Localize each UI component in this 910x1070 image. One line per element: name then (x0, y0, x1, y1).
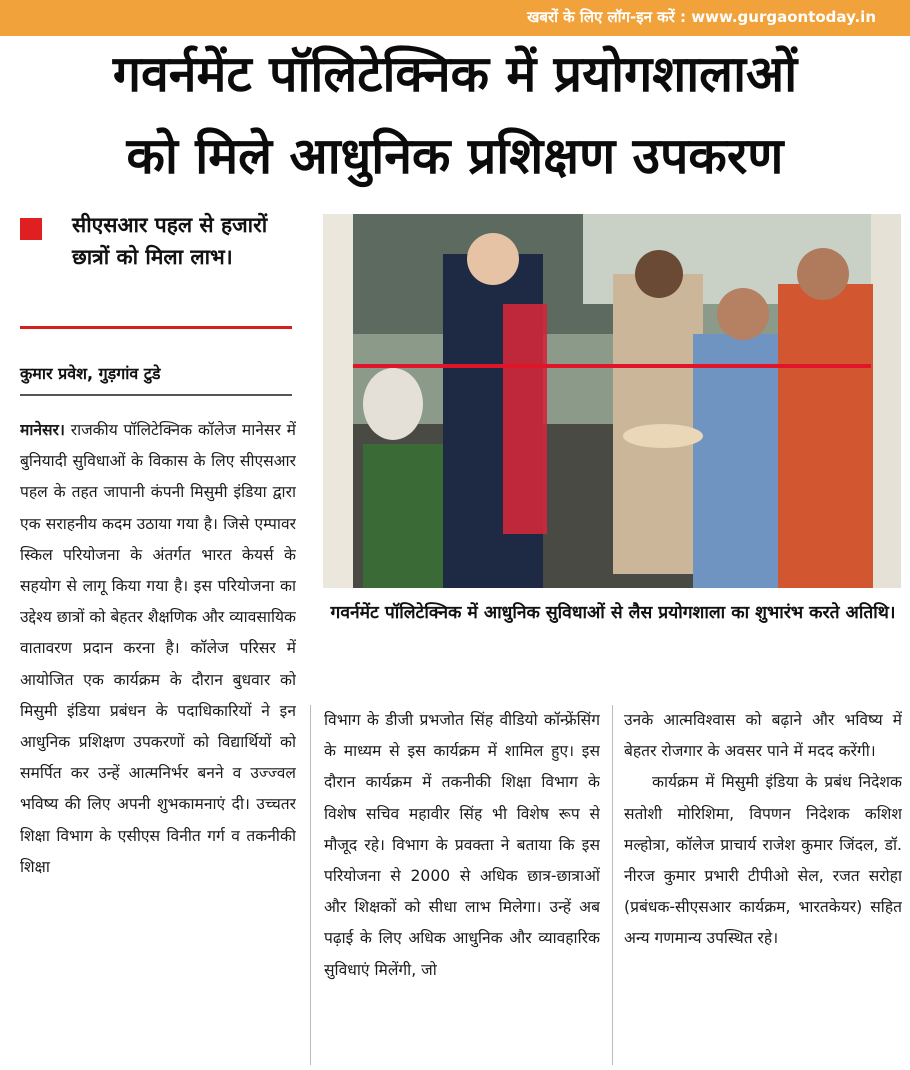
article-column-2 (324, 705, 600, 1065)
column-divider (612, 705, 613, 1065)
article-text-3b: कार्यक्रम में मिसुमी इंडिया के प्रबंध निदेशक सतोशी मोरिशिमा, विपणन निदेशक कशिश मल्होत्रा, कॉलेज प्राचार्य राजेश कुमार जिंदल, डॉ. नीरज कुमार प्रभारी टीपीओ सेल, रजत सरोहा (प्रबंधक-सीएसआर कार्यक्रम, भारतकेयर) सहित अन्य गणमान्य उपस्थित रहे। (624, 773, 902, 948)
column-divider (310, 705, 311, 1065)
article-column-1 (20, 415, 296, 1065)
kicker-marker (20, 218, 42, 240)
login-notice: खबरों के लिए लॉग-इन करें : www.gurgaontoday.in (527, 8, 876, 26)
article-text-2: विभाग के डीजी प्रभजोत सिंह वीडियो कॉन्फ्रेंसिंग के माध्यम से इस कार्यक्रम में शामिल हुए। इस दौरान कार्यक्रम में तकनीकी शिक्षा विभाग के विशेष सचिव महावीर सिंह भी विशेष रूप से मौजूद रहे। विभाग के प्रवक्ता ने बताया कि इस परियोजना से 2000 से अधिक छात्र-छात्राओं और शिक्षकों को सीधा लाभ मिलेगा। उन्हें अब पढ़ाई के लिए अधिक आधुनिक और व्यावहारिक सुविधाएं मिलेंगी, जो (324, 711, 600, 979)
headline-line-2: को मिले आधुनिक प्रशिक्षण उपकरण (126, 127, 784, 185)
news-photo (323, 214, 901, 588)
kicker-divider (20, 326, 292, 329)
article-text-1: राजकीय पॉलिटेक्निक कॉलेज मानेसर में बुनियादी सुविधाओं के विकास के लिए सीएसआर पहल के तहत जापानी कंपनी मिसुमी इंडिया द्वारा एक सराहनीय कदम उठाया गया है। जिसे एम्पावर स्किल परियोजना के अंतर्गत भारत केयर्स के सहयोग से लागू किया गया है। इस परियोजना का उद्देश्य छात्रों को बेहतर शैक्षणिक और व्यावसायिक वातावरण प्रदान करना है। कॉलेज परिसर में आयोजित एक कार्यक्रम के दौरान बुधवार को मिसुमी इंडिया प्रबंधन के पदाधिकारियों ने इन आधुनिक प्रशिक्षण उपकरणों को विद्यार्थियों को समर्पित कर उन्हें आत्मनिर्भर बनने व उज्ज्वल भविष्य की लिए अपनी शुभकामनाएं दी। उच्चतर शिक्षा विभाग के एसीएस विनीत गर्ग व तकनीकी शिक्षा (20, 421, 296, 876)
headline-line-1: गवर्नमेंट पॉलिटेक्निक में प्रयोगशालाओं (112, 45, 798, 103)
kicker-subheading: सीएसआर पहल से हजारों छात्रों को मिला लाभ। (72, 213, 268, 269)
dateline: मानेसर। (20, 421, 65, 439)
byline: कुमार प्रवेश, गुड़गांव टुडे (20, 364, 161, 383)
photo-caption: गवर्नमेंट पॉलिटेक्निक में आधुनिक सुविधाओं से लैस प्रयोगशाला का शुभारंभ करते अतिथि। (330, 603, 896, 623)
article-column-3 (624, 705, 902, 1065)
ribbon-cutting-photo (323, 214, 901, 588)
top-banner (0, 0, 910, 36)
article-text-3a: उनके आत्मविश्वास को बढ़ाने और भविष्य में बेहतर रोजगार के अवसर पाने में मदद करेंगी। (624, 711, 902, 761)
byline-divider (20, 394, 292, 396)
